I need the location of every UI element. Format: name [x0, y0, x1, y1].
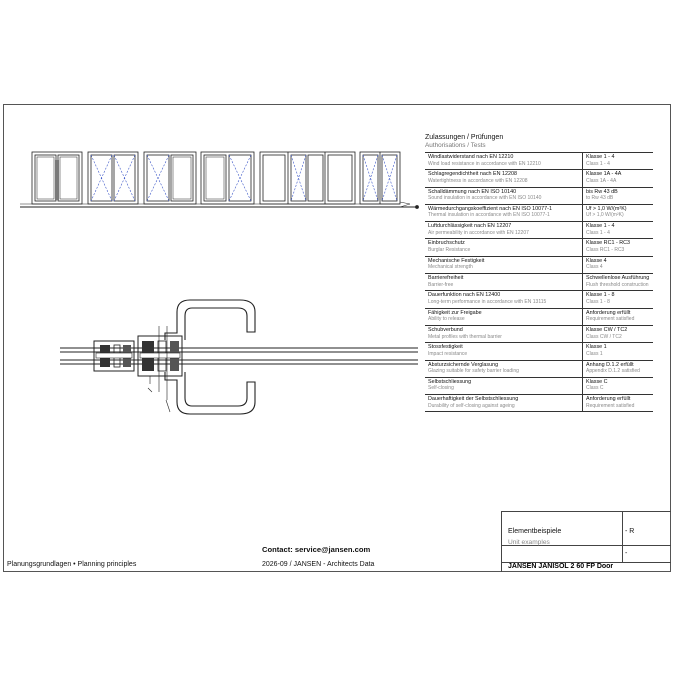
- value-cell: [583, 326, 653, 342]
- property-cell: [425, 239, 583, 255]
- door-elevation-3: [144, 152, 196, 204]
- door-elevation-5: [260, 152, 355, 204]
- property-en: Thermal insulation in accordance with EN ISO 10077-1: [428, 212, 550, 219]
- table-row: [425, 343, 653, 360]
- value-en: Uf > 1,0 W/(m²K): [586, 212, 624, 219]
- value-en: Class 1: [586, 350, 603, 357]
- value-en: Flush threshold construction: [586, 281, 649, 288]
- property-de: Selbstschliessung: [428, 378, 472, 385]
- property-cell: [425, 326, 583, 342]
- table-row: [425, 326, 653, 343]
- value-cell: [583, 239, 653, 255]
- value-cell: [583, 257, 653, 273]
- property-de: Dauerfunktion nach EN 12400: [428, 292, 501, 299]
- property-cell: [425, 309, 583, 325]
- contact-email[interactable]: Contact: service@jansen.com: [262, 545, 371, 554]
- property-cell: [425, 257, 583, 273]
- property-en: Durability of self-closing against ageing: [428, 402, 515, 409]
- property-en: Mechanical strength: [428, 264, 473, 271]
- value-cell: [583, 222, 653, 238]
- table-row: [425, 239, 653, 256]
- table-row: [425, 188, 653, 205]
- authorisations-subtitle: Authorisations / Tests: [425, 142, 486, 149]
- door-elevation-2: [88, 152, 138, 204]
- property-cell: [425, 188, 583, 204]
- footer-section-label: Planungsgrundlagen • Planning principles: [7, 561, 137, 568]
- value-de: Schwellenlose Ausführung: [586, 275, 650, 282]
- value-de: Klasse 1: [586, 344, 607, 351]
- value-de: Klasse 1 - 4: [586, 154, 615, 160]
- table-row: [425, 257, 653, 274]
- table-row: [425, 291, 653, 308]
- value-cell: [583, 378, 653, 394]
- value-cell: [583, 153, 653, 169]
- property-de: Einbruchschutz: [428, 240, 465, 247]
- property-cell: [425, 291, 583, 307]
- title-block-index: -: [625, 550, 628, 557]
- property-cell: [425, 205, 583, 221]
- profile-section-detail: [60, 300, 418, 414]
- footer-edition: 2026-09 / JANSEN - Architects Data: [262, 561, 375, 568]
- door-elevation-6: [360, 152, 400, 204]
- value-en: Class 1 - 8: [586, 298, 610, 305]
- property-de: Mechanische Festigkeit: [428, 257, 485, 264]
- value-en: Class 1 - 4: [586, 229, 610, 236]
- value-cell: [583, 395, 653, 411]
- table-row: [425, 170, 653, 187]
- property-en: Air permeability in accordance with EN 12207: [428, 229, 529, 236]
- value-de: Klasse C: [586, 378, 608, 385]
- property-de: Schubverbund: [428, 326, 463, 333]
- property-de: Absturzsichernde Verglasung: [428, 361, 499, 368]
- door-elevation-1: [32, 152, 82, 204]
- property-en: Sound insulation in accordance with EN ISO 10140: [428, 195, 542, 202]
- value-en: to Rw 43 dB: [586, 195, 614, 202]
- value-cell: [583, 309, 653, 325]
- value-de: Uf > 1,0 W/(m²K): [586, 205, 627, 212]
- property-en: Self-closing: [428, 385, 454, 392]
- property-cell: [425, 361, 583, 377]
- property-de: Barrierefreiheit: [428, 275, 464, 282]
- value-de: Klasse CW / TC2: [586, 326, 628, 333]
- table-row: [425, 222, 653, 239]
- value-de: Klasse 4: [586, 257, 607, 264]
- property-cell: [425, 170, 583, 186]
- property-en: Metal profiles with thermal barrier: [428, 333, 502, 340]
- value-en: Class 1 - 4: [586, 160, 610, 167]
- table-row: [425, 378, 653, 395]
- value-de: Anhang D.1.2 erfüllt: [586, 361, 634, 368]
- value-de: Klasse 1A - 4A: [586, 171, 622, 178]
- property-cell: [425, 378, 583, 394]
- value-cell: [583, 170, 653, 186]
- table-row: [425, 274, 653, 291]
- value-en: Class 4: [586, 264, 603, 271]
- product-name: JANSEN JANISOL 2 60 FP Door: [508, 563, 614, 570]
- title-block-subtitle: Unit examples: [508, 539, 550, 546]
- value-cell: [583, 361, 653, 377]
- value-de: Anforderung erfüllt: [586, 309, 631, 316]
- property-en: Long-term performance in accordance with EN 13115: [428, 298, 547, 305]
- property-de: Dauerhaftigkeit der Selbstschliessung: [428, 396, 519, 403]
- value-de: Klasse 1 - 4: [586, 223, 615, 230]
- value-en: Requirement satisfied: [586, 316, 635, 323]
- authorisations-table: [425, 133, 653, 412]
- table-row: [425, 395, 653, 412]
- value-en: Class CW / TC2: [586, 333, 622, 340]
- property-cell: [425, 222, 583, 238]
- property-de: Schalldämmung nach EN ISO 10140: [428, 188, 517, 195]
- table-row: [425, 361, 653, 378]
- property-en: Impact resistance: [428, 350, 468, 357]
- door-elevation-4: [201, 152, 254, 204]
- table-row: [425, 205, 653, 222]
- value-cell: [583, 205, 653, 221]
- property-en: Barrier-free: [428, 281, 454, 288]
- value-de: Klasse RC1 - RC3: [586, 240, 631, 247]
- property-de: Fähigkeit zur Freigabe: [428, 309, 482, 316]
- authorisations-rows: [425, 152, 653, 412]
- value-en: Class C: [586, 385, 604, 392]
- table-row: [425, 309, 653, 326]
- property-en: Glazing suitable for safety barrier loading: [428, 368, 519, 375]
- value-cell: [583, 274, 653, 290]
- value-en: Class RC1 - RC3: [586, 247, 625, 254]
- title-block-revision: - R: [625, 528, 635, 535]
- value-en: Class 1A - 4A: [586, 177, 617, 184]
- property-cell: [425, 343, 583, 359]
- property-de: Windlastwiderstand nach EN 12210: [428, 154, 514, 160]
- value-en: Appendix D.1.2 satisfied: [586, 368, 640, 375]
- property-en: Watertightness in accordance with EN 12208: [428, 177, 528, 184]
- title-block: [501, 511, 671, 572]
- property-de: Schlagregendichtheit nach EN 12208: [428, 171, 518, 178]
- property-cell: [425, 153, 583, 169]
- property-cell: [425, 395, 583, 411]
- property-de: Stossfestigkeit: [428, 344, 463, 351]
- authorisations-title: Zulassungen / Prüfungen: [425, 134, 504, 141]
- title-block-name: Elementbeispiele: [508, 528, 562, 535]
- value-de: bis Rw 43 dB: [586, 188, 618, 195]
- value-en: Requirement satisfied: [586, 402, 635, 409]
- value-de: Anforderung erfüllt: [586, 396, 631, 403]
- property-de: Wärmedurchgangskoeffizient nach EN ISO 10077-1: [428, 205, 552, 212]
- property-cell: [425, 274, 583, 290]
- property-en: Wind load resistance in accordance with EN 12210: [428, 160, 541, 167]
- property-de: Luftdurchlässigkeit nach EN 12207: [428, 223, 512, 230]
- value-de: Klasse 1 - 8: [586, 292, 615, 299]
- property-en: Ability to release: [428, 316, 465, 323]
- door-elevations: [20, 152, 419, 209]
- value-cell: [583, 343, 653, 359]
- value-cell: [583, 188, 653, 204]
- table-row: [425, 153, 653, 170]
- value-cell: [583, 291, 653, 307]
- property-en: Burglar Resistance: [428, 247, 471, 254]
